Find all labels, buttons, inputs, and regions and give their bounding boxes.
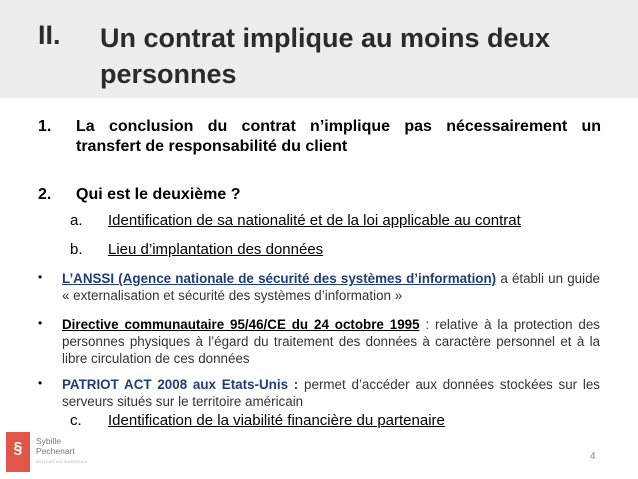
page-number: 4 <box>590 451 596 462</box>
bullet-marker: • <box>38 316 43 330</box>
bullet-rest: a établi un guide « externalisation et sécurité des systèmes d’information » <box>62 271 600 303</box>
bullet-lead: Directive communautaire 95/46/CE du 24 octobre 1995 <box>62 317 420 332</box>
bullet-anssi <box>62 270 600 304</box>
slide-title-line-1: Un contrat implique au moins deux <box>100 23 551 53</box>
firm-subtitle: AVOCAT AU BARREAU <box>36 459 88 464</box>
bullet-patriot-act <box>62 376 600 410</box>
point-number: 1. <box>38 118 52 135</box>
section-number: II. <box>38 20 61 50</box>
sub-item-text: Identification de la viabilité financière du partenaire <box>108 412 445 429</box>
sub-item-letter: a. <box>70 212 83 229</box>
bullet-rest: permet d’accéder aux données stockées sur les serveurs situés sur le territoire américain <box>62 377 601 409</box>
bullet-marker: • <box>38 376 43 390</box>
bullet-directive <box>62 316 600 367</box>
numbered-point-2 <box>0 185 638 205</box>
sub-item-text: Identification de sa nationalité et de la loi applicable au contrat <box>108 212 521 229</box>
sub-item-text: Lieu d’implantation des données <box>108 241 324 258</box>
slide-title <box>100 20 600 92</box>
point-number: 2. <box>38 186 52 203</box>
sub-item-letter: b. <box>70 241 83 258</box>
point-text: La conclusion du contrat n’implique pas nécessairement un transfert de responsabilité du client <box>76 118 601 155</box>
firm-logo <box>6 432 30 472</box>
bullet-rest: : relative à la protection des personnes physiques à l’égard du traitement des données à caractère personnel et à la libre circulation de ces données <box>62 317 600 366</box>
sub-item-b <box>0 240 638 259</box>
bullet-lead: PATRIOT ACT 2008 aux Etats-Unis : <box>62 377 299 392</box>
sub-item-letter: c. <box>70 412 82 429</box>
bullet-marker: • <box>38 270 43 284</box>
firm-name <box>36 436 75 456</box>
firm-name-line-2: Pechenart <box>36 446 75 456</box>
numbered-point-1 <box>0 117 638 159</box>
bullet-lead: L’ANSSI (Agence nationale de sécurité des systèmes d’information) <box>62 271 497 286</box>
slide-title-line-2: personnes <box>100 59 237 89</box>
firm-name-line-1: Sybille <box>36 436 62 446</box>
sub-item-a <box>0 211 638 230</box>
S-monogram-icon: § <box>13 440 23 457</box>
sub-item-c <box>0 411 638 430</box>
point-text: Qui est le deuxième ? <box>76 186 241 203</box>
